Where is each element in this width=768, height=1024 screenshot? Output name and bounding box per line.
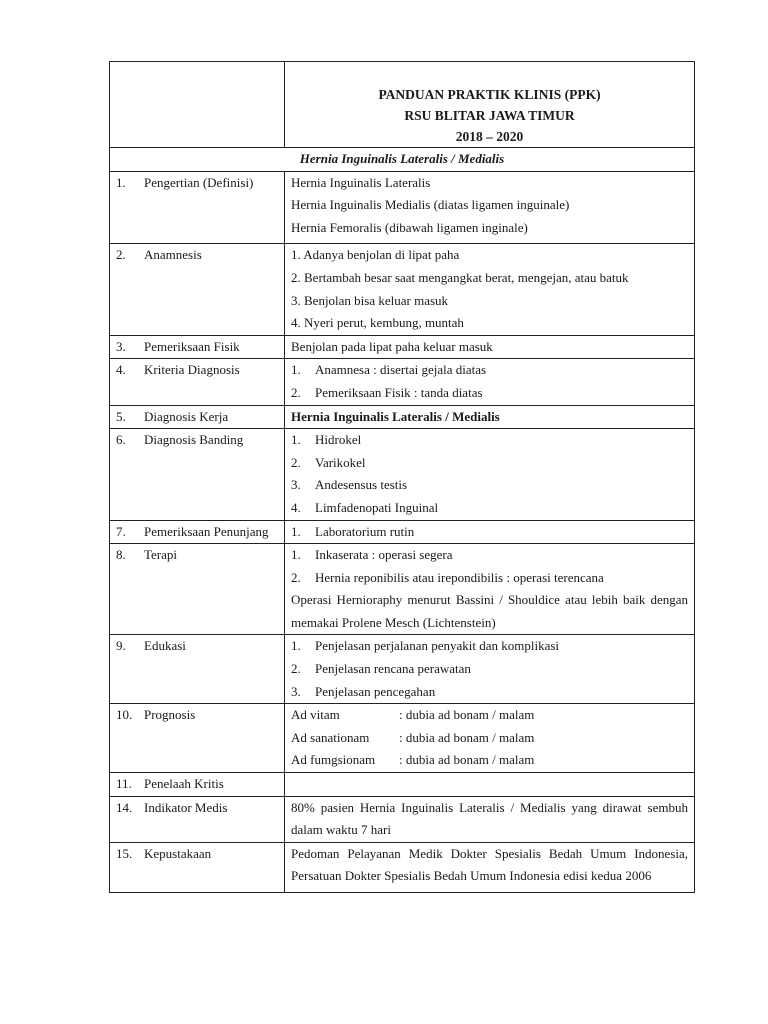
- row-number: 4.: [116, 362, 126, 378]
- row-content-cell: [285, 171, 695, 244]
- header-row: [110, 62, 695, 148]
- row-number: 10.: [116, 707, 133, 723]
- row-label-cell: [110, 244, 285, 335]
- reference-text: Pedoman Pelayanan Medik Dokter Spesialis Bedah Umum Indonesia, Persatuan Dokter Spesialis Bedah Umum Indonesia edisi kedua 2006: [291, 845, 688, 884]
- list-item: 1. Inkaserata : operasi segera: [291, 547, 453, 563]
- row-content-cell: [285, 429, 695, 520]
- row-number: 7.: [116, 523, 126, 539]
- row-label-cell: [110, 171, 285, 244]
- list-item: 1. Hidrokel: [291, 432, 362, 448]
- row-label: Penelaah Kritis: [144, 776, 224, 792]
- content-line: 4. Nyeri perut, kembung, muntah: [291, 315, 464, 331]
- list-item: 2. Varikokel: [291, 454, 366, 470]
- row-label-cell: [110, 796, 285, 842]
- row-indikator-medis: [110, 796, 695, 842]
- row-pemeriksaan-fisik: [110, 335, 695, 359]
- row-label: Indikator Medis: [144, 799, 228, 815]
- prognosis-item: Ad vitam : dubia ad bonam / malam: [291, 707, 535, 723]
- row-label-cell: [110, 544, 285, 635]
- document-subtitle: Hernia Inguinalis Lateralis / Medialis: [110, 148, 695, 172]
- row-label: Pengertian (Definisi): [144, 174, 254, 190]
- header-blank-cell: [110, 62, 285, 148]
- row-number: 14.: [116, 799, 133, 815]
- row-label: Diagnosis Kerja: [144, 408, 229, 424]
- list-item: 3. Penjelasan pencegahan: [291, 683, 436, 699]
- list-item: 2. Hernia reponibilis atau irepondibilis : operasi terencana: [291, 569, 604, 585]
- row-label: Pemeriksaan Penunjang: [144, 523, 269, 539]
- row-content-cell: [285, 773, 695, 797]
- row-label-cell: [110, 842, 285, 892]
- row-terapi: [110, 544, 695, 635]
- row-label-cell: [110, 635, 285, 704]
- row-kriteria-diagnosis: [110, 359, 695, 405]
- row-number: 9.: [116, 638, 126, 654]
- row-number: 15.: [116, 845, 133, 861]
- row-content-cell: [285, 842, 695, 892]
- row-label: Kriteria Diagnosis: [144, 362, 240, 378]
- content-line: Hernia Femoralis (dibawah ligamen inginale): [291, 219, 528, 235]
- prognosis-item: Ad fumgsionam : dubia ad bonam / malam: [291, 752, 535, 768]
- row-label: Kepustakaan: [144, 845, 212, 861]
- row-number: 8.: [116, 547, 126, 563]
- row-number: 1.: [116, 174, 126, 190]
- content-line: 2. Bertambah besar saat mengangkat berat, mengejan, atau batuk: [291, 269, 629, 285]
- row-number: 11.: [116, 776, 132, 792]
- list-item: 1. Anamnesa : disertai gejala diatas: [291, 362, 487, 378]
- row-content-cell: [285, 704, 695, 773]
- row-content-cell: [285, 544, 695, 635]
- row-diagnosis-banding: [110, 429, 695, 520]
- row-pengertian: [110, 171, 695, 244]
- row-anamnesis: [110, 244, 695, 335]
- header-hospital: RSU BLITAR JAWA TIMUR: [404, 108, 575, 123]
- list-item: 1. Laboratorium rutin: [291, 523, 415, 539]
- row-content-cell: [285, 635, 695, 704]
- content-line: 1. Adanya benjolan di lipat paha: [291, 247, 460, 263]
- list-item: 4. Limfadenopati Inguinal: [291, 499, 439, 515]
- row-label: Pemeriksaan Fisik: [144, 338, 240, 354]
- row-kepustakaan: [110, 842, 695, 892]
- header-title-cell: [285, 62, 695, 148]
- row-content-cell: [285, 520, 695, 544]
- row-label-cell: [110, 704, 285, 773]
- row-edukasi: [110, 635, 695, 704]
- row-label: Diagnosis Banding: [144, 432, 244, 448]
- row-content-cell: Benjolan pada lipat paha keluar masuk: [285, 335, 695, 359]
- row-label: Prognosis: [144, 707, 196, 723]
- row-number: 3.: [116, 338, 126, 354]
- content-line: Hernia Inguinalis Lateralis: [291, 174, 431, 190]
- row-penelaah-kritis: [110, 773, 695, 797]
- row-label-cell: [110, 359, 285, 405]
- content-line: Hernia Inguinalis Medialis (diatas ligamen inguinale): [291, 197, 570, 213]
- prognosis-item: Ad sanationam : dubia ad bonam / malam: [291, 729, 535, 745]
- content-line: 3. Benjolan bisa keluar masuk: [291, 292, 449, 308]
- header-period: 2018 – 2020: [455, 129, 524, 144]
- row-label: Anamnesis: [144, 247, 202, 263]
- list-item: 3. Andesensus testis: [291, 477, 408, 493]
- list-item: 1. Penjelasan perjalanan penyakit dan komplikasi: [291, 638, 560, 654]
- row-label: Terapi: [144, 547, 178, 563]
- row-label-cell: [110, 773, 285, 797]
- row-label-cell: [110, 429, 285, 520]
- row-label: Edukasi: [144, 638, 186, 654]
- row-diagnosis-kerja: [110, 405, 695, 429]
- header-title: PANDUAN PRAKTIK KLINIS (PPK): [378, 87, 601, 102]
- terapi-note: Operasi Hernioraphy menurut Bassini / Shouldice atau lebih baik dengan memakai Prolene Mesch (Lichtenstein): [291, 592, 688, 630]
- row-label-cell: [110, 520, 285, 544]
- row-number: 6.: [116, 432, 126, 448]
- row-content-cell: 80% pasien Hernia Inguinalis Lateralis / Medialis yang dirawat sembuh dalam waktu 7 hari: [285, 796, 695, 842]
- row-pemeriksaan-penunjang: [110, 520, 695, 544]
- row-number: 2.: [116, 247, 126, 263]
- row-content-cell: Hernia Inguinalis Lateralis / Medialis: [285, 405, 695, 429]
- row-label-cell: [110, 335, 285, 359]
- ppk-table: [109, 61, 695, 893]
- subtitle-row: [110, 148, 695, 172]
- list-item: 2. Penjelasan rencana perawatan: [291, 661, 471, 677]
- row-number: 5.: [116, 408, 126, 424]
- row-prognosis: [110, 704, 695, 773]
- row-content-cell: [285, 244, 695, 335]
- list-item: 2. Pemeriksaan Fisik : tanda diatas: [291, 384, 483, 400]
- row-content-cell: [285, 359, 695, 405]
- row-label-cell: [110, 405, 285, 429]
